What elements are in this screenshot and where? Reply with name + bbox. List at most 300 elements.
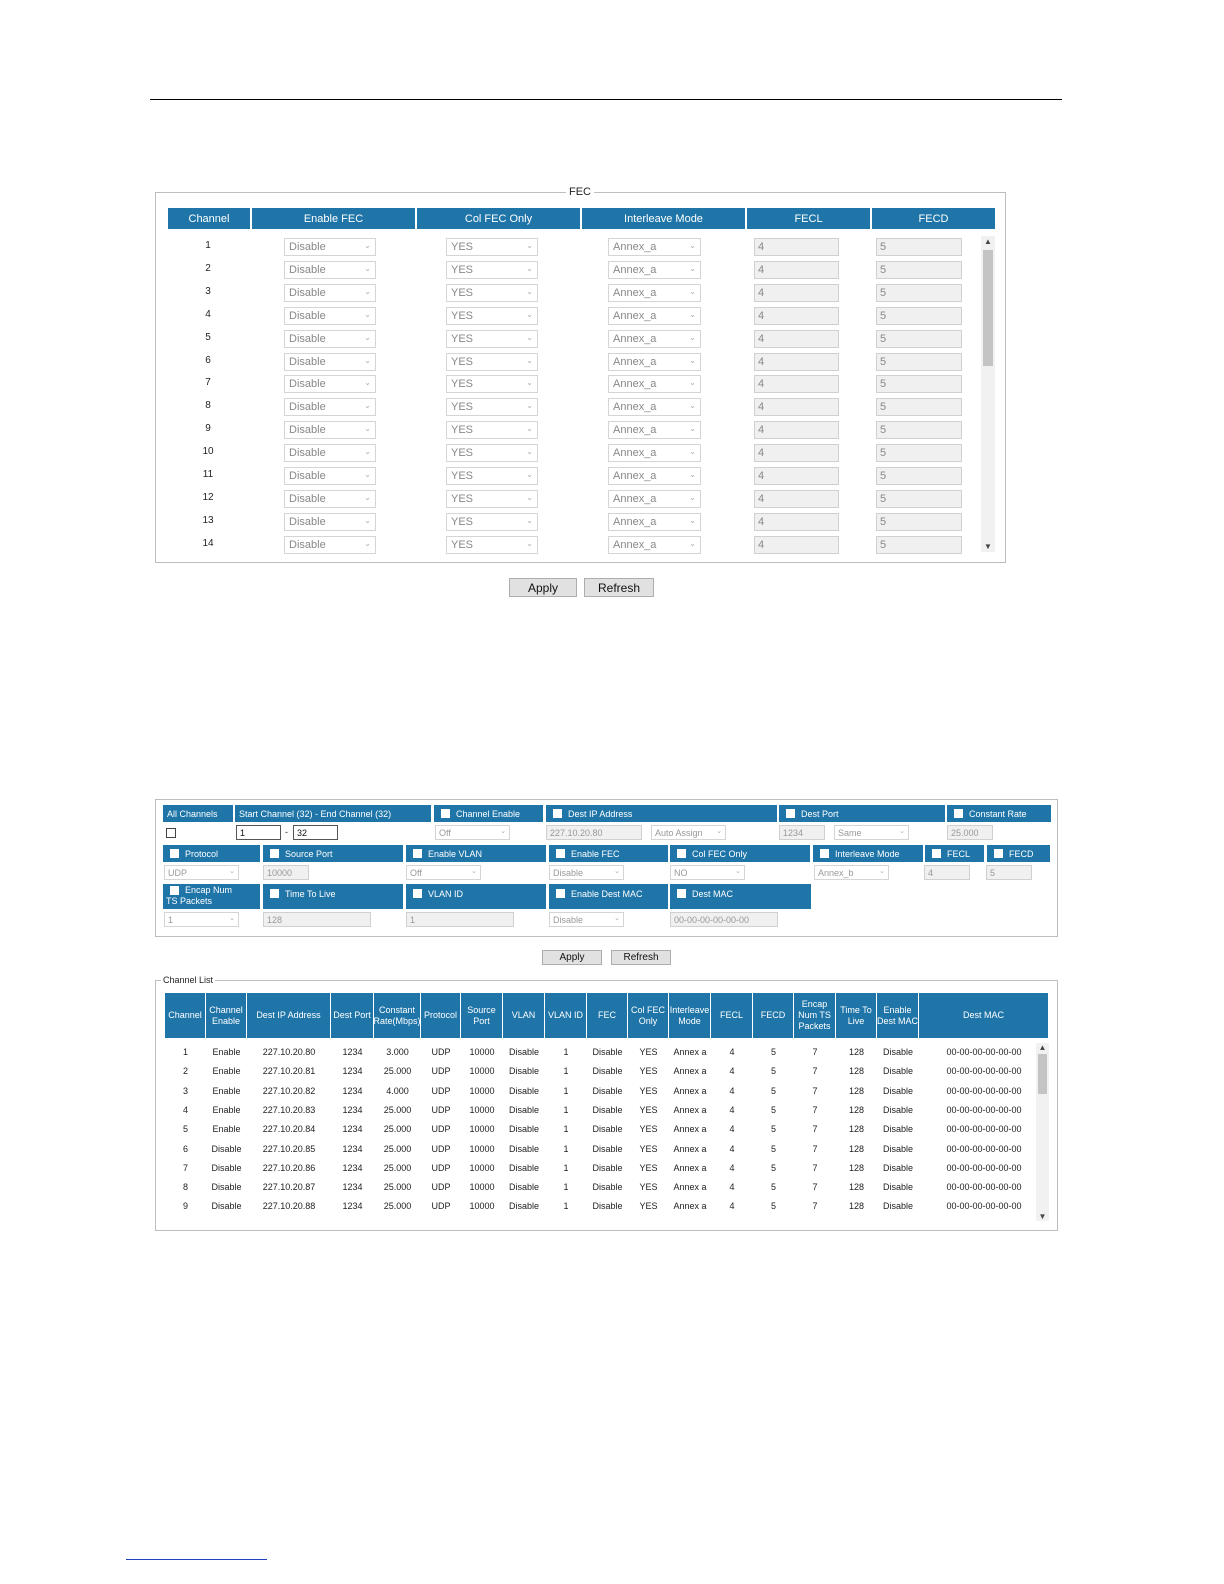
enable-fec-value: Disable [289,241,326,253]
footer-link-underline [126,1559,267,1560]
chevron-down-icon: ⌄ [689,515,696,525]
col-fec-only-value: YES [451,538,474,551]
table-cell: Disable [592,1124,623,1135]
table-cell: 227.10.20.85 [262,1143,316,1154]
enable-vlan-value: Off [410,868,422,878]
channel-list-scrollbar-thumb[interactable] [1038,1054,1047,1094]
table-cell: Disable [211,1162,242,1173]
interleave-mode-value: Annex_a [613,286,657,299]
table-cell: 7 [812,1182,818,1193]
dest-ip-label: Dest IP Address [568,808,633,819]
chevron-down-icon: ⌄ [364,515,371,525]
fec-row-channel: 10 [202,446,214,458]
table-cell: 5 [770,1124,776,1135]
interleave-mode-value: Annex_a [613,355,657,368]
table-cell: YES [639,1201,658,1212]
col-fec-only-value: YES [451,470,474,482]
chevron-down-icon: ⌄ [689,378,696,388]
dest-port-input[interactable]: 1234 [779,825,825,840]
table-cell: 00-00-00-00-00-00 [946,1104,1022,1115]
interleave-mode-value: Annex_a [613,332,657,345]
table-cell: 9 [182,1201,188,1212]
col-fec-only-select[interactable] [446,330,538,348]
table-cell: 227.10.20.84 [262,1124,316,1135]
table-cell: 227.10.20.86 [262,1162,316,1173]
channel-list-header-cell: Channel Enable [206,993,247,1038]
table-cell: 25.000 [383,1182,412,1193]
encap-num-select[interactable] [164,912,239,927]
chevron-down-icon: ⌄ [526,538,533,548]
col-fec-only-select[interactable] [446,467,538,485]
encap-num-header [163,884,260,909]
fecl-input[interactable]: 4 [754,261,839,279]
channel-list-header-cell: Encap Num TS Packets [794,993,836,1038]
dest-port-checkbox[interactable] [786,809,795,818]
enable-fec-select[interactable] [284,513,376,531]
table-cell: 5 [770,1085,776,1096]
chevron-down-icon: ⌄ [689,263,696,273]
constant-rate-input[interactable]: 25.000 [947,825,993,840]
col-fec-only-value: YES [451,401,474,414]
interleave-mode-header [813,845,923,862]
fec-row-channel: 9 [205,423,211,435]
chevron-down-icon: ⌄ [364,378,371,388]
enable-fec-select[interactable] [284,353,376,371]
table-cell: 4 [729,1085,735,1096]
chevron-down-icon: ⌄ [526,355,533,365]
fec-header-col-fec-only: Col FEC Only [417,208,582,229]
col-fec-only-value: YES [451,515,474,528]
chevron-down-icon: ⌄ [364,241,371,250]
fecd-checkbox[interactable] [994,849,1003,858]
table-cell: 128 [848,1201,865,1212]
interleave-mode-select[interactable] [608,513,701,531]
chevron-down-icon: ⌄ [364,332,371,342]
interleave-mode-select[interactable] [608,353,701,371]
table-cell: 4 [729,1104,735,1115]
chevron-down-icon: ⌄ [364,355,371,365]
table-cell: YES [639,1085,658,1096]
table-cell: 00-00-00-00-00-00 [946,1124,1022,1135]
table-cell: 5 [770,1047,776,1057]
col-fec-only-header [670,845,810,862]
fecl-input[interactable]: 4 [924,865,970,880]
fecd-input[interactable]: 5 [876,398,962,416]
table-cell: UDP [431,1066,451,1077]
table-cell: 1234 [342,1182,363,1193]
dest-mac-input[interactable]: 00-00-00-00-00-00 [670,912,778,927]
fecd-input[interactable]: 5 [876,421,962,439]
interleave-mode-select[interactable] [814,865,889,880]
protocol-checkbox[interactable] [170,849,179,858]
table-cell: 1234 [342,1162,363,1173]
channel-list-header-cell: Dest MAC [919,993,1049,1038]
table-cell: 25.000 [383,1104,412,1115]
table-cell: 5 [770,1104,776,1115]
enable-fec-value: Disable [289,263,326,276]
table-cell: YES [639,1104,658,1115]
col-fec-only-select[interactable] [446,536,538,554]
table-cell: Enable [212,1085,241,1096]
col-fec-only-select[interactable] [446,375,538,393]
table-cell: 1 [563,1104,569,1115]
fecd-input[interactable]: 5 [876,284,962,302]
interleave-mode-value: Annex_a [613,378,657,391]
interleave-mode-value: Annex_b [818,868,854,878]
channel-list-header-cell: Enable Dest MAC [877,993,919,1038]
channel-list-header-cell: Protocol [421,993,461,1038]
enable-dest-mac-checkbox[interactable] [556,889,565,898]
interleave-mode-select[interactable] [608,490,701,508]
fecd-input[interactable]: 5 [876,307,962,325]
table-cell: Disable [211,1182,242,1193]
fec-header-channel: Channel [168,208,252,229]
dest-ip-checkbox[interactable] [553,809,562,818]
fec-row [168,512,993,535]
table-cell: 7 [812,1124,818,1135]
fecl-input[interactable]: 4 [754,398,839,416]
interleave-mode-select[interactable] [608,398,701,416]
table-cell: 10000 [469,1047,495,1057]
col-fec-only-select[interactable] [446,398,538,416]
table-cell: Disable [508,1143,539,1154]
fecd-input[interactable]: 5 [876,353,962,371]
fec-row [168,237,993,260]
dest-port-mode-value: Same [838,828,862,838]
fec-panel-legend: FEC [566,186,594,198]
col-fec-only-select[interactable] [446,238,538,256]
channel-enable-checkbox[interactable] [441,809,450,818]
protocol-value: UDP [168,868,188,878]
fecl-input[interactable]: 4 [754,490,839,508]
fecd-input[interactable]: 5 [876,444,962,462]
table-cell: 3.000 [386,1047,409,1057]
table-cell: 1 [563,1201,569,1212]
chevron-down-icon: ⌄ [689,286,696,296]
fecl-input[interactable]: 4 [754,375,839,393]
col-fec-only-select[interactable] [446,513,538,531]
fecd-input[interactable]: 5 [876,330,962,348]
fec-row [168,443,993,466]
table-cell: 4 [182,1104,188,1115]
vlan-id-input[interactable]: 1 [406,912,514,927]
fec-row-channel: 12 [202,491,214,503]
channel-list-header-cell: FECL [711,993,753,1038]
table-cell: 1 [563,1182,569,1193]
table-cell: 7 [812,1085,818,1096]
interleave-mode-select[interactable] [608,536,701,554]
enable-fec-checkbox[interactable] [556,849,565,858]
all-channels-header [163,805,233,822]
table-cell: Disable [592,1066,623,1077]
dest-mac-checkbox[interactable] [677,889,686,898]
enable-fec-label: Enable FEC [571,848,620,859]
table-cell: Disable [882,1104,913,1115]
chevron-down-icon: ⌄ [526,241,533,250]
enable-fec-select[interactable] [284,444,376,462]
fec-row [168,420,993,443]
table-cell: 7 [812,1143,818,1154]
col-fec-only-select[interactable] [446,444,538,462]
dest-ip-input[interactable]: 227.10.20.80 [546,825,642,840]
table-cell: 1 [182,1047,188,1057]
interleave-mode-value: Annex_a [613,538,657,551]
enable-fec-select[interactable] [284,284,376,302]
enable-fec-value: Disable [289,378,326,391]
table-cell: 5 [770,1182,776,1193]
table-cell: Annex a [673,1143,707,1154]
fec-row-channel: 11 [202,469,214,480]
table-cell: Annex a [673,1066,707,1077]
table-cell: 227.10.20.82 [262,1085,316,1096]
enable-fec-select[interactable] [549,865,624,880]
fecd-input[interactable]: 5 [986,865,1032,880]
dest-ip-header [546,805,777,822]
table-cell: Disable [592,1162,623,1173]
table-cell: UDP [431,1124,451,1135]
encap-num-checkbox[interactable] [170,886,179,895]
fecd-input[interactable]: 5 [876,490,962,508]
fecd-input[interactable]: 5 [876,536,962,554]
fecl-input[interactable]: 4 [754,353,839,371]
interleave-mode-select[interactable] [608,261,701,279]
table-cell: Disable [592,1104,623,1115]
ttl-input[interactable]: 128 [263,912,371,927]
col-fec-only-select[interactable] [446,490,538,508]
table-cell: Disable [882,1066,913,1077]
scroll-up-arrow-icon[interactable]: ▲ [984,237,992,246]
enable-fec-select[interactable] [284,467,376,485]
col-fec-only-select[interactable] [670,865,745,880]
table-cell: 00-00-00-00-00-00 [946,1085,1022,1096]
chevron-down-icon: ⌄ [689,241,696,250]
fec-header-enable-fec: Enable FEC [252,208,417,229]
table-cell: Disable [508,1085,539,1096]
enable-dest-mac-select[interactable] [549,912,624,927]
fecl-input[interactable]: 4 [754,307,839,325]
chevron-down-icon: ⌄ [614,868,620,875]
table-cell: 25.000 [383,1124,412,1135]
source-port-checkbox[interactable] [270,849,279,858]
interleave-mode-label: Interleave Mode [835,848,900,859]
ttl-header [263,884,403,909]
table-cell: YES [639,1143,658,1154]
col-fec-only-select[interactable] [446,307,538,325]
table-cell: 128 [848,1124,865,1135]
fecd-input[interactable]: 5 [876,261,962,279]
source-port-input[interactable]: 10000 [263,865,309,880]
table-cell: 1234 [342,1066,363,1077]
table-cell: Disable [882,1143,913,1154]
scroll-down-arrow-icon[interactable]: ▼ [984,542,992,551]
interleave-mode-select[interactable] [608,330,701,348]
chevron-down-icon: ⌄ [364,470,371,479]
table-cell: 25.000 [383,1066,412,1077]
channel-list-header-cell: VLAN ID [545,993,587,1038]
scroll-up-arrow-icon[interactable]: ▲ [1038,1043,1047,1052]
fecl-input[interactable]: 4 [754,536,839,554]
channel-list-header-cell: VLAN [503,993,545,1038]
interleave-mode-select[interactable] [608,375,701,393]
interleave-mode-value: Annex_a [613,401,657,414]
fec-row [168,466,993,489]
enable-fec-select[interactable] [284,490,376,508]
end-channel-input[interactable]: 32 [293,825,338,840]
vlan-id-header [406,884,546,909]
interleave-mode-select[interactable] [608,238,701,256]
interleave-mode-select[interactable] [608,284,701,302]
table-cell: UDP [431,1143,451,1154]
table-cell: 227.10.20.81 [262,1066,316,1077]
start-channel-input[interactable]: 1 [236,825,281,840]
fecl-header [925,845,984,862]
fec-row-channel: 14 [202,537,214,549]
fec-row [168,283,993,306]
fecl-input[interactable]: 4 [754,330,839,348]
table-cell: Disable [508,1162,539,1173]
chevron-down-icon: ⌄ [229,868,235,875]
fecd-input[interactable]: 5 [876,467,962,485]
table-cell: 5 [770,1143,776,1154]
fecl-input[interactable]: 4 [754,513,839,531]
interleave-mode-select[interactable] [608,444,701,462]
table-cell: 128 [848,1047,865,1057]
table-cell: Disable [882,1047,913,1057]
channel-list-legend: Channel List [163,975,214,985]
table-cell: 227.10.20.80 [262,1047,316,1057]
channel-list-scrollbar[interactable] [1036,1043,1049,1221]
table-cell: 4 [729,1047,735,1057]
table-cell: 1 [563,1124,569,1135]
chevron-down-icon: ⌄ [526,309,533,319]
enable-fec-value: Disable [553,868,584,878]
col-fec-only-select[interactable] [446,421,538,439]
fec-scrollbar[interactable] [981,236,995,552]
source-port-label: Source Port [285,848,333,859]
col-fec-only-select[interactable] [446,284,538,302]
table-cell: Disable [592,1047,623,1057]
fecl-checkbox[interactable] [932,849,941,858]
protocol-select[interactable] [164,865,239,880]
enable-fec-select[interactable] [284,261,376,279]
enable-fec-select[interactable] [284,238,376,256]
dest-ip-mode-select[interactable] [651,825,726,840]
interleave-mode-select[interactable] [608,307,701,325]
table-cell: 7 [812,1162,818,1173]
fec-row-channel: 1 [205,240,211,251]
fecd-input[interactable]: 5 [876,375,962,393]
enable-fec-select[interactable] [284,421,376,439]
chevron-down-icon: ⌄ [689,424,696,434]
table-cell: 227.10.20.88 [262,1201,316,1212]
fec-apply-button[interactable]: Apply [509,578,577,597]
interleave-mode-select[interactable] [608,421,701,439]
all-channels-checkbox[interactable] [166,828,176,838]
enable-fec-select[interactable] [284,375,376,393]
table-cell: 25.000 [383,1143,412,1154]
enable-fec-value: Disable [289,309,326,322]
enable-fec-select[interactable] [284,398,376,416]
table-cell: 1 [563,1162,569,1173]
constant-rate-checkbox[interactable] [954,809,963,818]
interleave-mode-value: Annex_a [613,263,657,276]
channel-enable-value: Off [439,828,451,838]
table-cell: 7 [812,1047,818,1057]
fecl-input[interactable]: 4 [754,284,839,302]
table-cell: 4.000 [386,1085,409,1096]
chevron-down-icon: ⌄ [899,828,905,835]
channel-list-header-cell: FEC [587,993,628,1038]
enable-vlan-checkbox[interactable] [413,849,422,858]
chevron-down-icon: ⌄ [689,401,696,411]
table-cell: Annex a [673,1085,707,1096]
fecd-input[interactable]: 5 [876,513,962,531]
fec-refresh-button[interactable]: Refresh [584,578,654,597]
enable-vlan-select[interactable] [406,865,481,880]
col-fec-only-value: YES [451,263,474,276]
fecl-input[interactable]: 4 [754,444,839,462]
chevron-down-icon: ⌄ [689,355,696,365]
vlan-id-checkbox[interactable] [413,889,422,898]
dest-port-mode-select[interactable] [834,825,909,840]
col-fec-only-select[interactable] [446,353,538,371]
table-cell: 10000 [469,1085,495,1096]
table-cell: 10000 [469,1104,495,1115]
chevron-down-icon: ⌄ [526,447,533,457]
chevron-down-icon: ⌄ [526,492,533,502]
fec-row-channel: 8 [205,400,211,412]
interleave-mode-select[interactable] [608,467,701,485]
col-fec-only-checkbox[interactable] [677,849,686,858]
ttl-checkbox[interactable] [270,889,279,898]
ttl-label: Time To Live [285,889,336,899]
enable-fec-select[interactable] [284,330,376,348]
table-cell: 10000 [469,1201,495,1212]
fecd-input[interactable]: 5 [876,238,962,256]
enable-fec-select[interactable] [284,307,376,325]
table-cell: 7 [812,1066,818,1077]
chevron-down-icon: ⌄ [689,470,696,479]
fec-row [168,374,993,397]
fecl-input[interactable]: 4 [754,238,839,256]
table-cell: Annex a [673,1047,707,1057]
table-cell: 1 [563,1047,569,1057]
table-cell: Disable [508,1066,539,1077]
chevron-down-icon: ⌄ [735,868,741,875]
chevron-down-icon: ⌄ [526,515,533,525]
channel-enable-select[interactable] [435,825,510,840]
col-fec-only-select[interactable] [446,261,538,279]
table-cell: YES [639,1182,658,1193]
fec-header-fecl: FECL [747,208,872,229]
table-cell: UDP [431,1047,451,1057]
enable-fec-select[interactable] [284,536,376,554]
chevron-down-icon: ⌄ [689,492,696,502]
table-cell: Disable [882,1124,913,1135]
fecl-input[interactable]: 4 [754,467,839,485]
config-apply-button[interactable]: Apply [542,950,602,965]
scroll-down-arrow-icon[interactable]: ▼ [1038,1212,1047,1221]
fec-scrollbar-thumb[interactable] [983,250,993,366]
col-fec-only-value: YES [451,332,474,345]
col-fec-only-value: YES [451,355,474,368]
config-refresh-button[interactable]: Refresh [611,950,671,965]
interleave-mode-checkbox[interactable] [820,849,829,858]
table-cell: Disable [882,1182,913,1193]
fecl-input[interactable]: 4 [754,421,839,439]
chevron-down-icon: ⌄ [364,309,371,319]
source-port-header [263,845,403,862]
